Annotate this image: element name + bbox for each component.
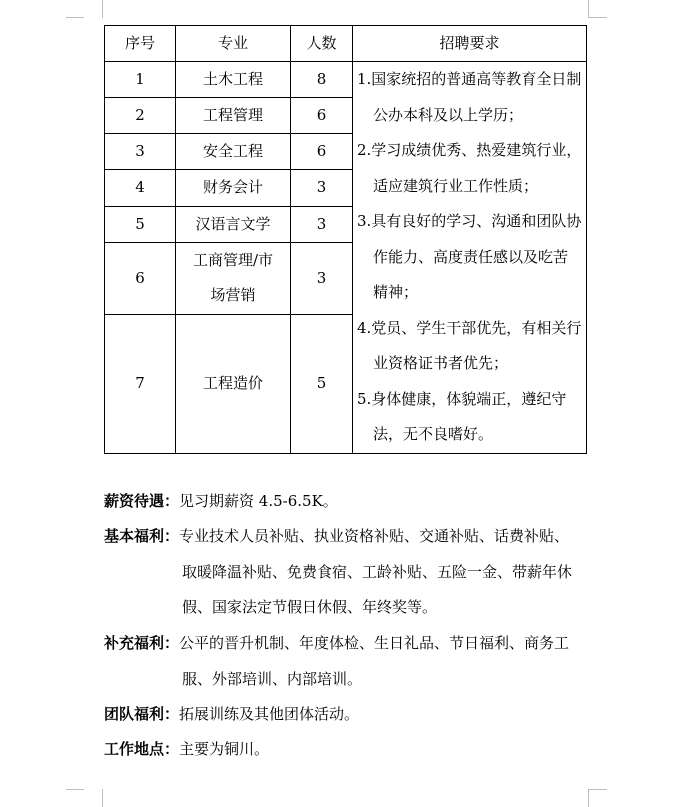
- recruitment-table: [104, 25, 587, 454]
- row-major-line: 场营销: [210, 286, 256, 305]
- team-benefits-label: 团队福利：: [104, 705, 180, 723]
- margin-mark-bottom-left-h: [66, 789, 84, 790]
- basic-benefits-text: 专业技术人员补贴、执业资格补贴、交通补贴、话费补贴、取暖降温补贴、免费食宿、工龄补贴、五险一金、带薪年休假、国家法定节假日休假、年终奖等。: [179, 527, 573, 616]
- row-count: 3: [291, 206, 353, 242]
- row-index: 1: [105, 62, 176, 98]
- row-count: 3: [291, 170, 353, 206]
- row-major: 安全工程: [176, 134, 291, 170]
- table-header-row: [105, 26, 587, 62]
- extra-benefits-label: 补充福利：: [104, 634, 180, 652]
- requirement-item: 1.国家统招的普通高等教育全日制公办本科及以上学历；: [357, 70, 582, 124]
- header-major: 专业: [176, 26, 291, 62]
- margin-mark-top-left: [84, 0, 103, 18]
- table-row: [105, 62, 587, 98]
- row-index: 7: [105, 314, 176, 453]
- margin-mark-bottom-left: [84, 789, 103, 807]
- row-major: 工程管理: [176, 98, 291, 134]
- location-section: [104, 732, 584, 768]
- basic-benefits-label: 基本福利：: [104, 527, 180, 545]
- requirements-cell: [353, 62, 587, 454]
- row-major-line: 工商管理/市: [192, 251, 274, 270]
- row-major: 财务会计: [176, 170, 291, 206]
- requirement-item: 4.党员、学生干部优先，有相关行业资格证书者优先；: [357, 318, 582, 372]
- requirement-item: 3.具有良好的学习、沟通和团队协作能力、高度责任感以及吃苦精神；: [357, 212, 582, 301]
- requirement-item: 5.身体健康，体貌端正，遵纪守法，无不良嗜好。: [357, 389, 567, 443]
- row-index: 5: [105, 206, 176, 242]
- row-index: 6: [105, 242, 176, 314]
- location-text: 主要为铜川。: [179, 740, 270, 758]
- extra-benefits-text: 公平的晋升机制、年度体检、生日礼品、节日福利、商务工服、外部培训、内部培训。: [179, 634, 570, 688]
- requirement-item: 2.学习成绩优秀、热爱建筑行业，适应建筑行业工作性质；: [357, 141, 582, 195]
- row-index: 4: [105, 170, 176, 206]
- row-index: 3: [105, 134, 176, 170]
- header-requirements: 招聘要求: [353, 26, 587, 62]
- header-count: 人数: [291, 26, 353, 62]
- margin-mark-bottom-right: [588, 789, 607, 807]
- row-count: 8: [291, 62, 353, 98]
- team-benefits-text: 拓展训练及其他团体活动。: [179, 705, 360, 723]
- row-count: 6: [291, 98, 353, 134]
- row-index: 2: [105, 98, 176, 134]
- salary-section: [104, 484, 584, 520]
- header-index: 序号: [105, 26, 176, 62]
- row-major: [176, 242, 291, 314]
- salary-label: 薪资待遇：: [104, 492, 180, 510]
- margin-mark-top-right-h: [589, 17, 607, 18]
- row-major: 土木工程: [176, 62, 291, 98]
- row-major: 汉语言文学: [176, 206, 291, 242]
- margin-mark-top-right: [588, 0, 607, 18]
- team-benefits-section: [104, 697, 584, 733]
- basic-benefits-section: [104, 519, 584, 626]
- extra-benefits-section: [104, 626, 584, 697]
- salary-text: 见习期薪资 4.5-6.5K。: [179, 492, 338, 510]
- row-count: 5: [291, 314, 353, 453]
- margin-mark-bottom-right-h: [589, 789, 607, 790]
- margin-mark-top-left-h: [66, 17, 84, 18]
- location-label: 工作地点：: [104, 740, 180, 758]
- row-count: 3: [291, 242, 353, 314]
- row-count: 6: [291, 134, 353, 170]
- row-major: 工程造价: [176, 314, 291, 453]
